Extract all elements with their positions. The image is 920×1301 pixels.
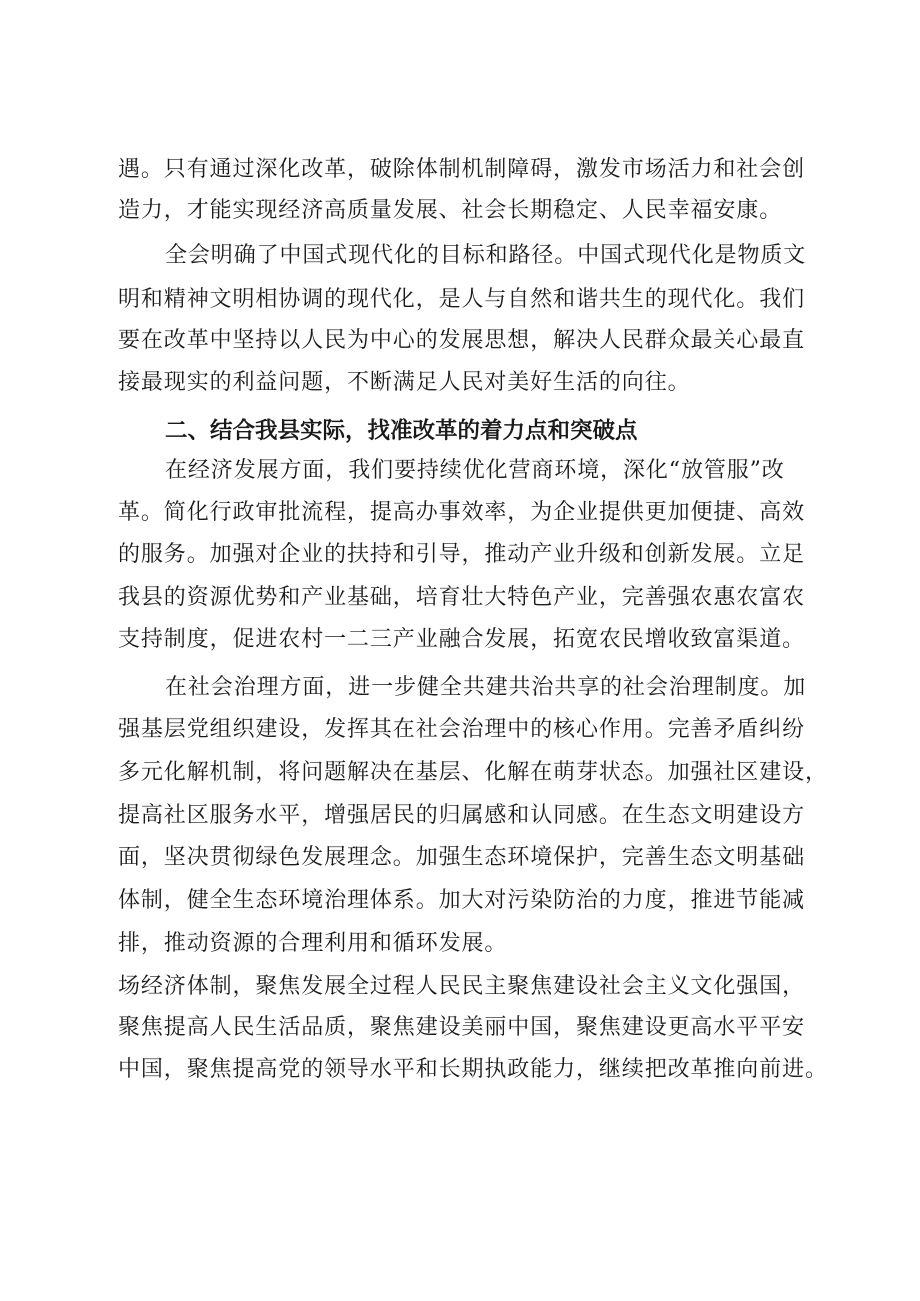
paragraph-line: 排，推动资源的合理利用和循环发展。 [118, 931, 508, 956]
paragraph-line: 在经济发展方面，我们要持续优化营商环境，深化“放管服”改 [165, 458, 785, 483]
paragraph-line: 革。简化行政审批流程，提高办事效率，为企业提供更加便捷、高效 [118, 500, 806, 525]
paragraph-line: 聚焦提高人民生活品质，聚焦建设美丽中国，聚焦建设更高水平平安 [118, 1015, 806, 1040]
paragraph-line: 强基层党组织建设，发挥其在社会治理中的核心作用。完善矛盾纠纷 [118, 717, 806, 742]
paragraph-line: 多元化解机制，将问题解决在基层、化解在萌芽状态。加强社区建设， [118, 760, 828, 785]
paragraph-line: 体制，健全生态环境治理体系。加大对污染防治的力度，推进节能减 [118, 888, 806, 913]
paragraph-line: 要在改革中坚持以人民为中心的发展思想，解决人民群众最关心最直 [118, 328, 806, 353]
paragraph-line: 我县的资源优势和产业基础，培育壮大特色产业，完善强农惠农富农 [118, 585, 806, 610]
paragraph-line: 场经济体制，聚焦发展全过程人民民主聚焦建设社会主义文化强国， [118, 974, 806, 999]
paragraph-line: 支持制度，促进农村一二三产业融合发展，拓宽农民增收致富渠道。 [118, 627, 806, 652]
section-heading: 二、结合我县实际，找准改革的着力点和突破点 [165, 418, 638, 444]
paragraph-line: 中国，聚焦提高党的领导水平和长期执政能力，继续把改革推向前进。 [118, 1057, 828, 1082]
paragraph-line: 在社会治理方面，进一步健全共建共治共享的社会治理制度。加 [165, 675, 807, 700]
paragraph-line: 面，坚决贯彻绿色发展理念。加强生态环境保护，完善生态文明基础 [118, 845, 806, 870]
paragraph-line: 造力，才能实现经济高质量发展、社会长期稳定、人民幸福安康。 [118, 198, 783, 223]
paragraph-line: 明和精神文明相协调的现代化，是人与自然和谐共生的现代化。我们 [118, 287, 806, 312]
paragraph-line: 遇。只有通过深化改革，破除体制机制障碍，激发市场活力和社会创 [118, 157, 806, 182]
paragraph-line: 的服务。加强对企业的扶持和引导，推动产业升级和创新发展。立足 [118, 542, 806, 567]
paragraph-line: 全会明确了中国式现代化的目标和路径。中国式现代化是物质文 [165, 243, 807, 268]
paragraph-line: 提高社区服务水平，增强居民的归属感和认同感。在生态文明建设方 [118, 803, 806, 828]
paragraph-line: 接最现实的利益问题，不断满足人民对美好生活的向往。 [118, 370, 691, 395]
